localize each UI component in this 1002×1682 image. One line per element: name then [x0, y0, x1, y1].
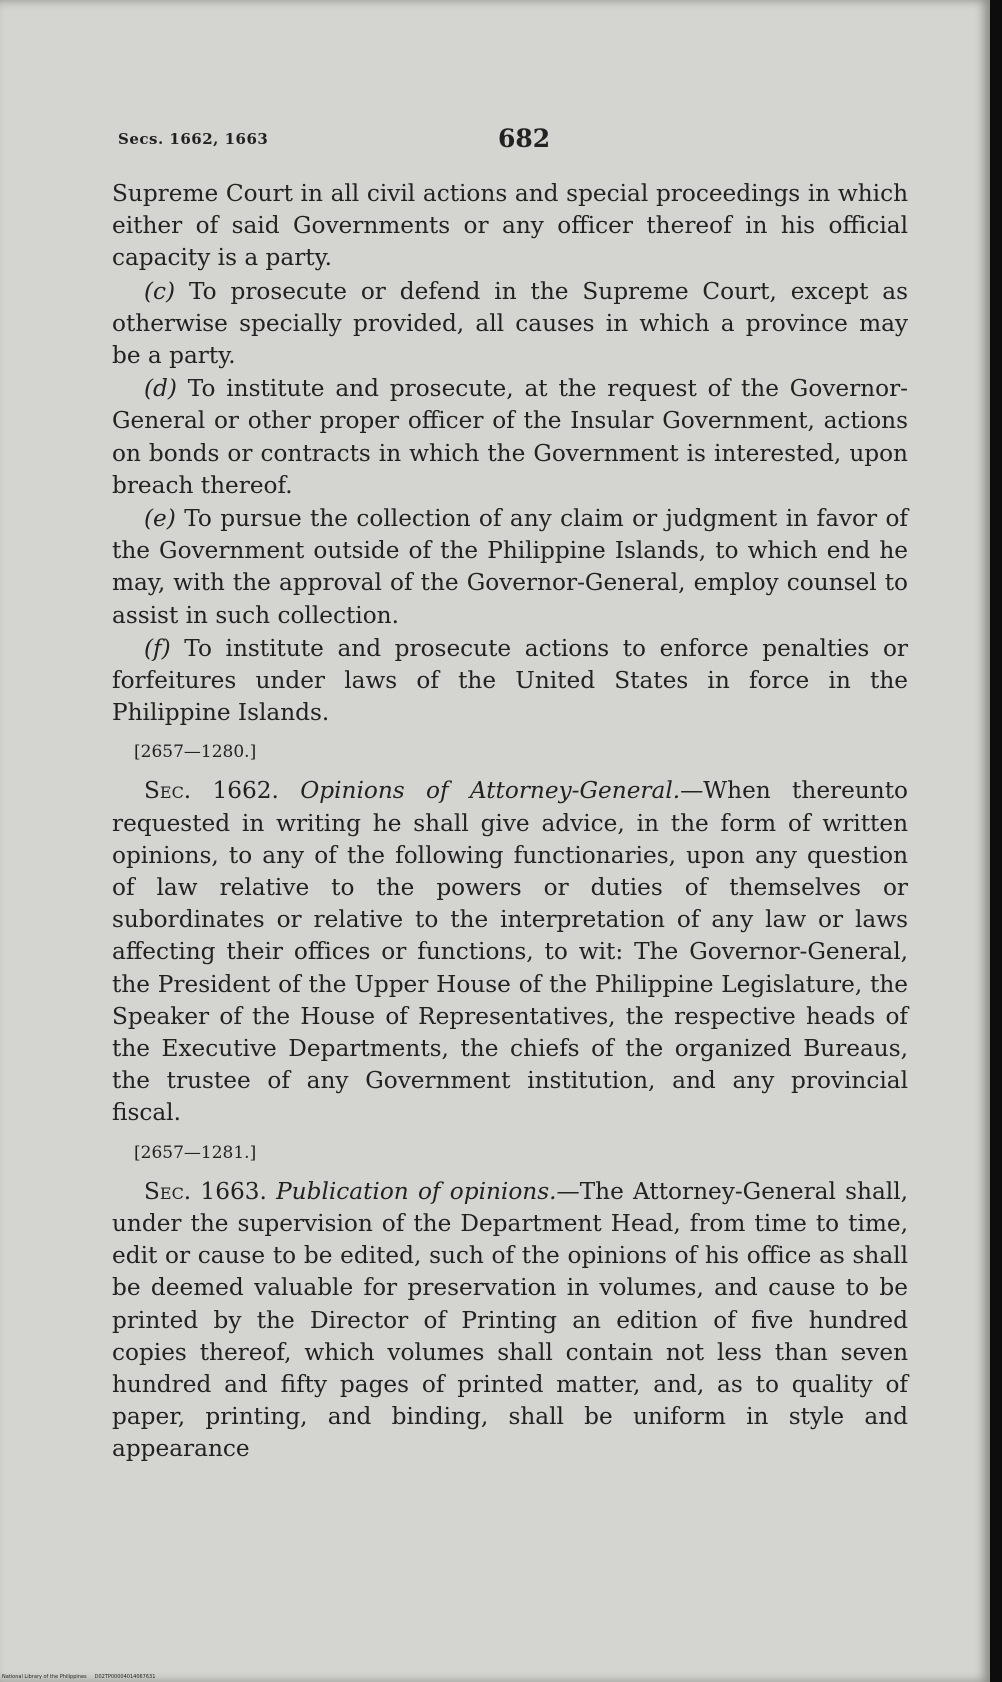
paragraph-e: (e) To pursue the collection of any claim or judgment in favor of the Government outside of the Philippine Islands, to which end he may, with the approval of the Governor-General, employ counsel to assist in such collection. [112, 505, 908, 629]
section-prefix: Sec. [144, 777, 192, 805]
section-1663: Sec. 1663. Publication of opinions.—The Attorney-General shall, under the supervision of the Department Head, from time to time, edit or cause to be edited, such of the opinions of his office as shall be deemed valuable for preservation in volumes, and cause to be printed by the Director of Printing an edition of five hundred copies thereof, which volumes shall contain not less than seven hundred and fifty pages of printed matter, and, as to quality of paper, printing, and binding, shall be uniform in style and appearance [112, 1177, 908, 1463]
section-prefix: Sec. [144, 1177, 192, 1205]
paragraph-c: (c) To prosecute or defend in the Supreme Court, except as otherwise specially provided, all causes in which a province may be a party. [112, 277, 908, 370]
paragraph-d: (d) To institute and prosecute, at the request of the Governor-General or other proper officer of the Insular Government, actions on bonds or contracts in which the Government is interested, upon breach thereof. [112, 375, 908, 499]
clause-label-c: (c) [144, 277, 176, 305]
paragraph-f: (f) To institute and prosecute actions to enforce penalties or forfeitures under laws of the United States in force in the Philippine Islands. [112, 634, 908, 727]
section-1662: Sec. 1662. Opinions of Attorney-General.—When thereunto requested in writing he shall give advice, in the form of written opinions, to any of the following functionaries, upon any question of law relative to the powers or duties of themselves or subordinates or relative to the interpretation of any law or laws affecting their offices or functions, to wit: The Governor-General, the President of the Upper House of the Philippine Legislature, the Speaker of the House of Representatives, the respective heads of the Executive Departments, the chiefs of the organized Bureaus, the trustee of any Government institution, and any provincial fiscal. [112, 777, 908, 1127]
clause-label-e: (e) [144, 505, 176, 533]
section-title: Opinions of Attorney-General. [300, 777, 681, 805]
section-title: Publication of opinions. [276, 1177, 557, 1205]
paragraph-continuation: Supreme Court in all civil actions and special proceedings in which either of said Governments or any officer thereof in his official capacity is a party. [112, 180, 908, 272]
clause-label-f: (f) [144, 634, 171, 662]
citation-1281: [2657—1281.] [134, 1142, 257, 1163]
footer-source: National Library of the Philippines [2, 1674, 87, 1680]
page-body [112, 178, 908, 1467]
scan-footer [2, 1674, 155, 1680]
page-number: 682 [498, 124, 551, 153]
clause-label-d: (d) [144, 375, 177, 403]
page-header [118, 124, 908, 158]
running-head: Secs. 1662, 1663 [118, 130, 269, 148]
page-edge-shadow [990, 0, 1002, 1682]
citation-1280: [2657—1280.] [134, 742, 257, 763]
footer-identifier: D02TP00004014067631 [94, 1674, 156, 1680]
